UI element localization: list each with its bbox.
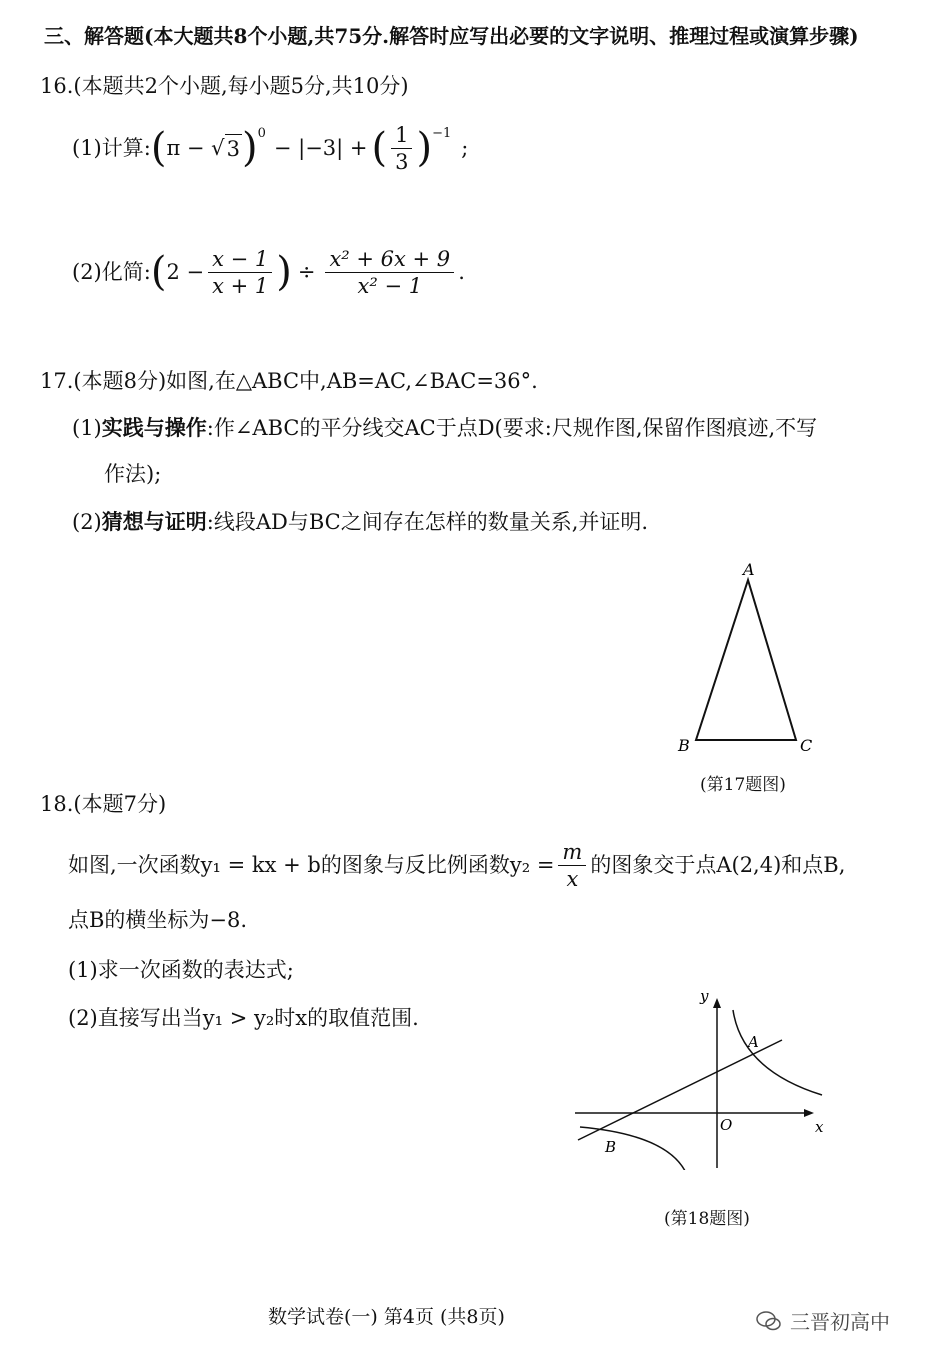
y-axis-label: y [700, 990, 709, 1005]
q18-line1: 如图,一次函数y₁ = kx + b的图象与反比例函数y₂ = $\frac{m}{x}$ 的图象交于点A(2,4)和点B, [68, 839, 846, 891]
q17-part2: (2)猜想与证明:线段AD与BC之间存在怎样的数量关系,并证明. [72, 509, 649, 534]
triangle-abc [696, 580, 796, 740]
q16-p1-middle: − |−3| + [273, 136, 368, 160]
q16-p1-exp0: 0 [257, 126, 266, 141]
q16-p1-pi-sqrt: π − √ [166, 136, 225, 160]
q16-p2-label: (2)化简: [72, 260, 151, 284]
linear-function-line [578, 1040, 782, 1140]
q17-figure-caption: (第17题图) [700, 775, 786, 795]
q16-p1-label: (1)计算: [72, 136, 151, 160]
q16-part1: (1)计算: ( π − √ 3 ) 0 − |−3| + ( $\frac{1}{3}$ ) −1 ; [72, 120, 468, 176]
q17-figure [660, 555, 840, 805]
hyperbola-branch-q3 [580, 1127, 687, 1170]
q18-header: 18.(本题7分) [40, 792, 167, 816]
watermark [756, 1306, 890, 1335]
q16-p1-fraction: $\frac{1}{3}$ [391, 122, 412, 175]
x-axis-label: x [815, 1118, 824, 1136]
q16-p2-fraction1: $\frac{x - 1}{x + 1}$ [208, 246, 272, 299]
origin-label: O [720, 1116, 733, 1134]
q16-part2: (2)化简: ( 2 − $\frac{x - 1}{x + 1}$ ) ÷ $\frac{\text{x² + 6x + 9}}{\text{x² − 1}}$ . [72, 246, 465, 298]
vertex-b-label: B [678, 736, 690, 755]
vertex-a-label: A [743, 560, 755, 579]
page-footer: 数学试卷(一) 第4页 (共8页) [268, 1306, 505, 1328]
point-a-label: A [748, 1033, 759, 1051]
q17-part1-cont: 作法); [104, 462, 162, 486]
q17-part1: (1)实践与操作:作∠ABC的平分线交AC于点D(要求:尺规作图,保留作图痕迹,不写 [72, 415, 818, 440]
watermark-text: 三晋初高中 [790, 1310, 890, 1334]
q18-line2: 点B的横坐标为−8. [68, 908, 248, 932]
q16-header: 16.(本题共2个小题,每小题5分,共10分) [40, 74, 409, 98]
q16-p2-fraction2: $\frac{\text{x² + 6x + 9}}{\text{x² − 1}}$ [325, 246, 454, 299]
y-axis-arrow [713, 998, 721, 1008]
vertex-c-label: C [800, 736, 813, 755]
section-title: 三、解答题(本大题共8个小题,共75分.解答时应写出必要的文字说明、推理过程或演算步骤) [44, 24, 859, 48]
wechat-icon [756, 1310, 782, 1332]
q18-figure-caption: (第18题图) [664, 1209, 750, 1229]
hyperbola-branch-q1 [733, 1010, 822, 1095]
q16-p1-radicand: 3 [225, 134, 242, 163]
x-axis-arrow [804, 1109, 814, 1117]
point-b-label: B [605, 1138, 617, 1156]
q16-p1-expneg: −1 [432, 126, 452, 141]
q18-fraction-m-x: $\frac{m}{x}$ [558, 839, 586, 892]
q18-figure [570, 990, 840, 1170]
q18-part1: (1)求一次函数的表达式; [68, 958, 294, 982]
q18-part2: (2)直接写出当y₁ > y₂时x的取值范围. [68, 1006, 419, 1030]
q17-header: 17.(本题8分)如图,在△ABC中,AB=AC,∠BAC=36°. [40, 369, 538, 393]
